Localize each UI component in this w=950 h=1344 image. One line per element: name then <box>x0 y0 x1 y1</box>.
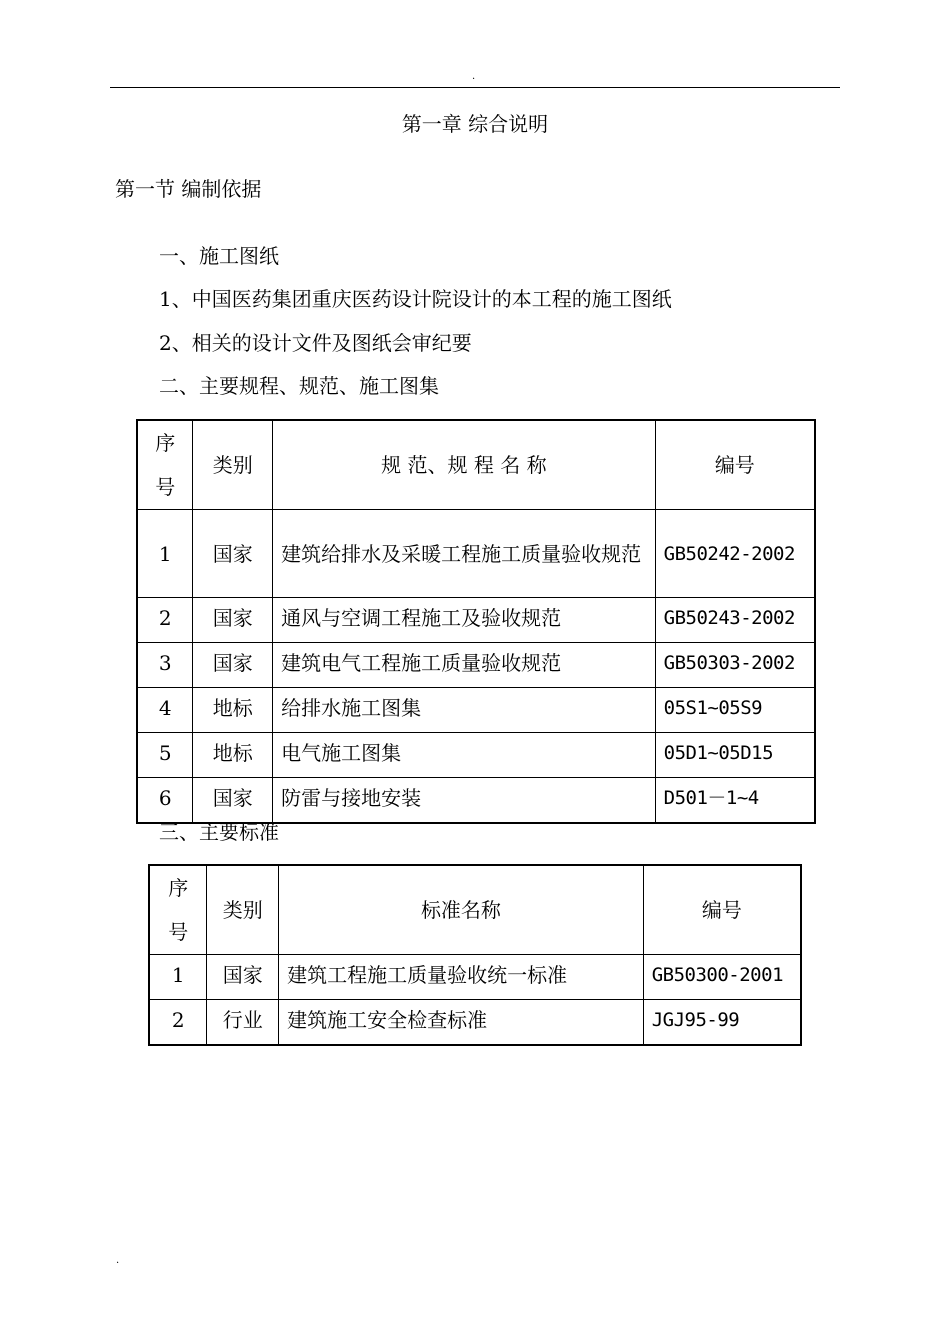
heading-standards: 三、主要标准 <box>159 820 279 844</box>
heading-construction-drawings: 一、施工图纸 <box>159 244 279 268</box>
header-dot: . <box>472 71 476 82</box>
row-index: 2 <box>149 1000 207 1045</box>
paragraph-item-1: 1、中国医药集团重庆医药设计院设计的本工程的施工图纸 <box>159 287 672 311</box>
row-index: 3 <box>137 643 193 688</box>
row-category: 国家 <box>193 598 273 643</box>
row-name: 建筑工程施工质量验收统一标准 <box>279 955 644 1000</box>
row-index: 2 <box>137 598 193 643</box>
table-row <box>149 955 801 1000</box>
row-category: 国家 <box>193 643 273 688</box>
row-index: 5 <box>137 733 193 778</box>
row-category: 行业 <box>207 1000 279 1045</box>
row-category: 国家 <box>193 510 273 598</box>
header-code: 编号 <box>643 865 801 955</box>
row-name: 建筑给排水及采暖工程施工质量验收规范 <box>273 510 656 598</box>
row-code: JGJ95-99 <box>643 1000 801 1045</box>
row-code: GB50303-2002 <box>655 643 815 688</box>
heading-regulations: 二、主要规程、规范、施工图集 <box>159 374 439 398</box>
row-name: 给排水施工图集 <box>273 688 656 733</box>
header-index: 序号 <box>149 865 207 955</box>
row-name: 电气施工图集 <box>273 733 656 778</box>
table-row <box>137 598 815 643</box>
row-code: D501－1~4 <box>655 778 815 823</box>
row-index: 6 <box>137 778 193 823</box>
row-category: 国家 <box>207 955 279 1000</box>
row-name: 建筑施工安全检查标准 <box>279 1000 644 1045</box>
table-row <box>149 1000 801 1045</box>
row-name: 建筑电气工程施工质量验收规范 <box>273 643 656 688</box>
table-header-row <box>137 420 815 510</box>
row-index: 1 <box>137 510 193 598</box>
row-index: 4 <box>137 688 193 733</box>
table-row <box>137 733 815 778</box>
paragraph-item-2: 2、相关的设计文件及图纸会审纪要 <box>159 331 472 355</box>
row-code: 05S1~05S9 <box>655 688 815 733</box>
header-rule <box>110 87 840 88</box>
header-code: 编号 <box>655 420 815 510</box>
row-code: 05D1~05D15 <box>655 733 815 778</box>
row-name: 防雷与接地安装 <box>273 778 656 823</box>
table-row <box>137 643 815 688</box>
row-category: 国家 <box>193 778 273 823</box>
row-code: GB50242-2002 <box>655 510 815 598</box>
table-row <box>137 510 815 598</box>
header-name: 规 范、规 程 名 称 <box>273 420 656 510</box>
table-row <box>137 778 815 823</box>
table-header-row <box>149 865 801 955</box>
header-name: 标准名称 <box>279 865 644 955</box>
chapter-title: 第一章 综合说明 <box>401 112 549 136</box>
header-category: 类别 <box>207 865 279 955</box>
row-name: 通风与空调工程施工及验收规范 <box>273 598 656 643</box>
standards-table <box>148 864 802 1046</box>
row-code: GB50300-2001 <box>643 955 801 1000</box>
footer-dot: . <box>116 1255 120 1266</box>
regulations-table <box>136 419 816 824</box>
section-title: 第一节 编制依据 <box>115 177 262 201</box>
row-category: 地标 <box>193 733 273 778</box>
row-code: GB50243-2002 <box>655 598 815 643</box>
row-index: 1 <box>149 955 207 1000</box>
row-category: 地标 <box>193 688 273 733</box>
header-category: 类别 <box>193 420 273 510</box>
header-index: 序号 <box>137 420 193 510</box>
table-row <box>137 688 815 733</box>
